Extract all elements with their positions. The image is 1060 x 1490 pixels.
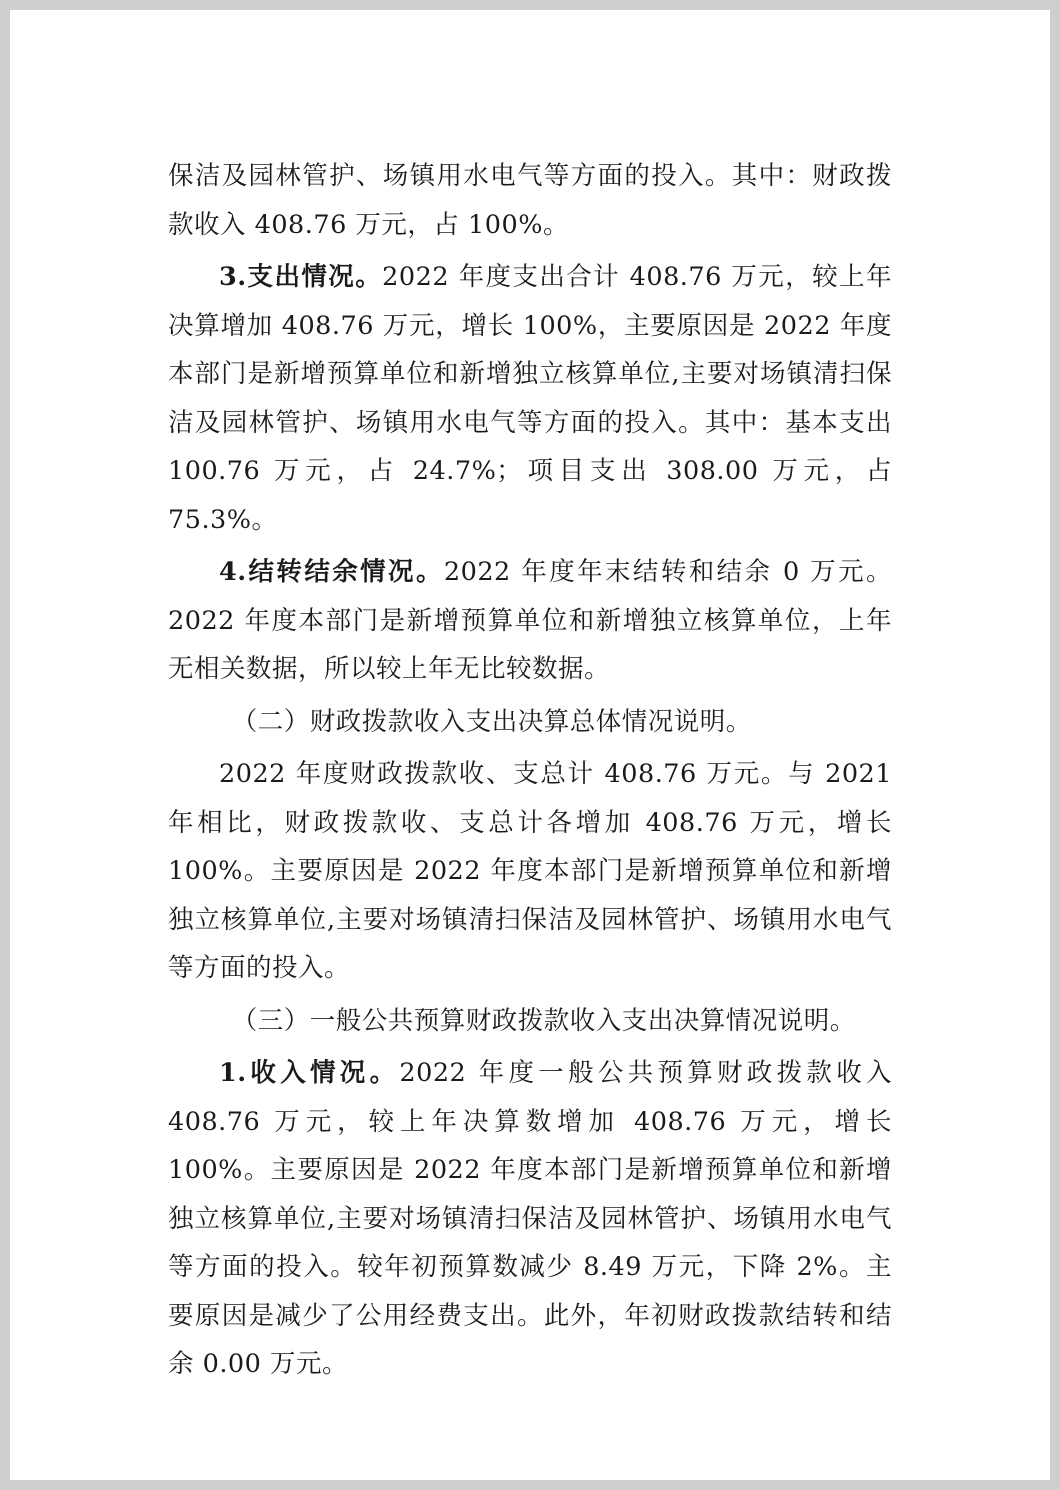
section-heading-2: （二）财政拨款收入支出决算总体情况说明。 — [231, 706, 752, 737]
paragraph-expenditure — [168, 253, 892, 544]
paragraph-carryover — [168, 548, 892, 694]
expenditure-text: 2022 年度支出合计 408.76 万元，较上年决算增加 408.76 万元，增长 100%，主要原因是 2022 年度本部门是新增预算单位和新增独立核算单位,主要对场镇清扫保洁及园林管护、场镇用水电气等方面的投入。其中：基本支出 100.76 万元，占 24.7%；项目支出 308.00 万元，占 75.3%。 — [168, 262, 892, 535]
heading-expenditure: 3.支出情况。 — [219, 262, 383, 292]
heading-income: 1.收入情况。 — [219, 1058, 400, 1088]
document-page — [10, 10, 1050, 1480]
heading-carryover: 4.结转结余情况。 — [219, 557, 444, 587]
document-body — [168, 152, 892, 1389]
section-heading-3: （三）一般公共预算财政拨款收入支出决算情况说明。 — [231, 1005, 856, 1036]
paragraph-general-income — [168, 1049, 892, 1389]
carryover-text: 2022 年度年末结转和结余 0 万元。2022 年度本部门是新增预算单位和新增独立核算单位，上年无相关数据，所以较上年无比较数据。 — [168, 557, 892, 684]
general-income-text: 2022 年度一般公共预算财政拨款收入 408.76 万元，较上年决算数增加 408.76 万元，增长 100%。主要原因是 2022 年度本部门是新增预算单位和新增独立核算单位,主要对场镇清扫保洁及园林管护、场镇用水电气等方面的投入。较年初预算数减少 8.49 万元，下降 2%。主要原因是减少了公用经费支出。此外，年初财政拨款结转和结余 0.00 万元。 — [168, 1058, 892, 1379]
paragraph-fiscal-overall: 2022 年度财政拨款收、支总计 408.76 万元。与 2021 年相比，财政拨款收、支总计各增加 408.76 万元，增长 100%。主要原因是 2022 年度本部门是新增预算单位和新增独立核算单位,主要对场镇清扫保洁及园林管护、场镇用水电气等方面的投入。 — [168, 759, 892, 983]
paragraph-income-continuation: 保洁及园林管护、场镇用水电气等方面的投入。其中：财政拨款收入 408.76 万元，占 100%。 — [168, 161, 892, 240]
